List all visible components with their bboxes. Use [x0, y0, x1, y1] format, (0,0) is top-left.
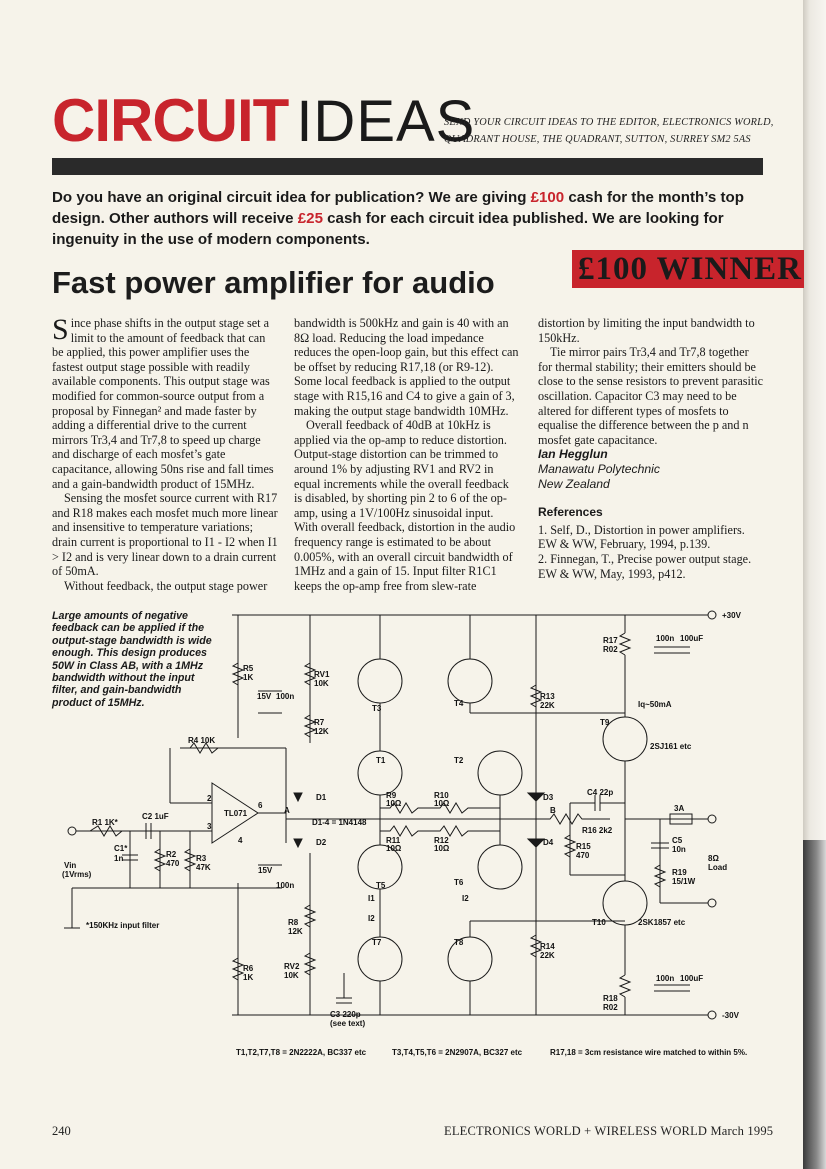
label-c100n-b: 100n — [276, 692, 295, 701]
pos-rail-terminal — [708, 611, 716, 619]
label-pin6: 6 — [258, 801, 263, 810]
label-r19: R19 — [672, 868, 687, 877]
d3-diode — [528, 793, 544, 801]
intro-text-1: Do you have an original circuit idea for publication? We are giving — [52, 189, 531, 206]
label-r17: R17 — [603, 636, 618, 645]
label-r2v: 470 — [166, 859, 180, 868]
author-affiliation-2: New Zealand — [538, 476, 610, 491]
label-c100n-c: 100n — [276, 881, 295, 890]
label-c1: C1* — [114, 844, 128, 853]
load-terminal — [708, 899, 716, 907]
reference-1: 1. Self, D., Distortion in power amplifiers. EW & WW, February, 1994, p.139. — [538, 522, 745, 552]
intro-prize-1: £100 — [530, 189, 565, 206]
label-t9type: 2SJ161 etc — [650, 742, 692, 751]
label-r4: R4 10K — [188, 736, 216, 745]
article-title: Fast power amplifier for audio — [52, 265, 495, 300]
label-i2b: I2 — [368, 914, 375, 923]
label-r16: R16 2k2 — [582, 826, 613, 835]
magazine-issue: ELECTRONICS WORLD + WIRELESS WORLD March 1995 — [444, 1124, 774, 1138]
label-r6: R6 — [243, 964, 254, 973]
label-pin4: 4 — [238, 836, 243, 845]
submission-address — [444, 114, 774, 148]
col3-paragraph-1: distortion by limiting the input bandwidth to 150kHz. — [538, 316, 755, 345]
label-i1: I1 — [368, 894, 375, 903]
label-c4: C4 22p — [587, 788, 614, 797]
label-pin2: 2 — [207, 794, 212, 803]
intro-text-2: cash for the month’s top design. Other authors will receive — [52, 189, 744, 227]
label-r02b: R02 — [603, 1003, 618, 1012]
label-rv1: RV1 — [314, 670, 330, 679]
label-r02a: R02 — [603, 645, 618, 654]
page-binding-shadow — [803, 840, 826, 1169]
drop-cap: S — [52, 313, 69, 346]
label-d14: D1-4 = 1N4148 — [312, 818, 367, 827]
label-r13v: 22K — [540, 701, 555, 710]
r17-resistor — [620, 633, 630, 655]
label-c3: C3 220p — [330, 1010, 361, 1019]
winner-badge: £100 WINNER — [572, 250, 804, 288]
author-name: Ian Hegglun — [538, 447, 608, 462]
label-t9: T9 — [600, 718, 610, 727]
intro-text-3: cash for each circuit idea published. We are looking for ingenuity in the use of modern components. — [52, 210, 724, 248]
d1-diode — [294, 793, 302, 801]
label-r15v: 470 — [576, 851, 590, 860]
col2-paragraph-2: Overall feedback of 40dB at 10kHz is applied via the op-amp to reduce distortion. Output-stage distortion can be trimmed to around 1% by adjusting RV1 and RV2 in equal increments while the overall feedback is disabled, by shorting pin 2 to 6 of the op-amp, using a 1V/100Hz sinusoidal input. With overall feedback, distortion in the audio frequency range is estimated to be about 0.005%, with an overall circuit bandwidth of 1MHz and a gain of 15. Input filter R1C1 keeps the op-amp free from slew-rate — [294, 418, 516, 593]
label-r11v: 10Ω — [386, 844, 402, 853]
label-filter: *150KHz input filter — [86, 921, 160, 930]
figure-caption: Large amounts of negative feedback can be applied if the output-stage bandwidth is wide enough. This design produces 50W in Class AB, with a 1MHz bandwidth without the input filter, and gain-bandwidth product of 15MHz. — [52, 610, 212, 709]
label-r18: R18 — [603, 994, 618, 1003]
label-c100uf-d: 100uF — [680, 974, 704, 983]
vin-terminal — [68, 827, 76, 835]
label-t2: T2 — [454, 756, 464, 765]
label-vin: Vin — [64, 861, 77, 870]
label-r8: R8 — [288, 918, 299, 927]
header-rule-bar — [52, 158, 763, 175]
label-r12v: 10Ω — [434, 844, 450, 853]
label-iq: Iq~50mA — [638, 700, 672, 709]
label-parts2: T3,T4,T5,T6 = 2N2907A, BC327 etc — [392, 1048, 523, 1057]
r18-resistor — [620, 975, 630, 997]
label-t8: T8 — [454, 938, 464, 947]
label-r10v: 10Ω — [434, 799, 450, 808]
t6-transistor — [478, 845, 522, 889]
label-c1v: 1n — [114, 854, 124, 863]
article-column-1 — [52, 313, 278, 593]
label-t5: T5 — [376, 881, 386, 890]
label-r9: R9 — [386, 791, 397, 800]
article-column-2 — [294, 316, 520, 593]
label-rv2: RV2 — [284, 962, 300, 971]
label-t1: T1 — [376, 756, 386, 765]
label-c100n-a: 100n — [656, 634, 675, 643]
label-r14: R14 — [540, 942, 555, 951]
col3-paragraph-2: Tie mirror pairs Tr3,4 and Tr7,8 together for thermal stability; their emitters should be close to the sense resistors to prevent parasitic oscillation. Capacitor C3 may need to be altered for different types of mosfets to equalise the difference between the p and n mosfet gate capacitance. — [538, 345, 764, 447]
label-r8v: 12K — [288, 927, 303, 936]
d2-diode — [294, 839, 302, 847]
label-node-a: A — [284, 806, 290, 815]
col1-paragraph-1 — [52, 313, 278, 491]
label-r1: R1 1K* — [92, 818, 118, 827]
t4-transistor — [448, 659, 492, 703]
label-tl071: TL071 — [224, 809, 248, 818]
t3-transistor — [358, 659, 402, 703]
submission-line-2: QUADRANT HOUSE, THE QUADRANT, SUTTON, SURREY SM2 5AS — [444, 134, 751, 145]
label-t10: T10 — [592, 918, 606, 927]
reference-2: 2. Finnegan, T., Precise power output stage. EW & WW, May, 1993, p412. — [538, 551, 752, 581]
label-parts3: R17,18 = 3cm resistance wire matched to within 5%. — [550, 1048, 748, 1057]
article-column-3 — [538, 316, 764, 581]
label-fuse: 3A — [674, 804, 685, 813]
t9-mosfet — [603, 717, 647, 761]
label-t4: T4 — [454, 699, 464, 708]
submission-line-1: SEND YOUR CIRCUIT IDEAS TO THE EDITOR, ELECTRONICS WORLD, — [444, 117, 774, 128]
label-c2: C2 1uF — [142, 812, 169, 821]
label-r7v: 12K — [314, 727, 329, 736]
r12-resistor — [430, 826, 500, 836]
label-r10: R10 — [434, 791, 449, 800]
label-z15b: 15V — [258, 866, 273, 875]
col1-paragraph-2: Sensing the mosfet source current with R17 and R18 makes each mosfet much more linear and insensitive to temperature variations; drain current is proportional to I1 - I2 when I1 > I2 and is very linear down to a drain current of 50mA. — [52, 491, 278, 579]
label-r12: R12 — [434, 836, 449, 845]
label-c100uf-a: 100uF — [680, 634, 704, 643]
label-rv1v: 10K — [314, 679, 329, 688]
r16-resistor — [536, 814, 610, 824]
intro-prize-2: £25 — [297, 210, 323, 227]
label-t10type: 2SK1857 etc — [638, 918, 686, 927]
references-heading: References — [538, 505, 603, 520]
output-terminal — [708, 815, 716, 823]
intro-paragraph — [52, 187, 764, 250]
label-r9v: 10Ω — [386, 799, 402, 808]
label-r19v: 15/1W — [672, 877, 696, 886]
author-affiliation-1: Manawatu Polytechnic — [538, 461, 660, 476]
label-t3: T3 — [372, 704, 382, 713]
label-d3: D3 — [543, 793, 554, 802]
author-block — [538, 447, 764, 491]
label-c3note: (see text) — [330, 1019, 366, 1028]
label-pos-rail: +30V — [722, 611, 741, 620]
label-t6: T6 — [454, 878, 464, 887]
label-r5v: 1K — [243, 673, 254, 682]
label-r6v: 1K — [243, 973, 254, 982]
label-r5: R5 — [243, 664, 254, 673]
label-r7: R7 — [314, 718, 325, 727]
label-r3: R3 — [196, 854, 207, 863]
t2-transistor — [478, 751, 522, 795]
label-loadw: Load — [708, 863, 728, 872]
label-r15: R15 — [576, 842, 591, 851]
label-i2: I2 — [462, 894, 469, 903]
label-node-b: B — [550, 806, 556, 815]
label-pin3: 3 — [207, 822, 212, 831]
page-number: 240 — [52, 1124, 71, 1138]
label-r14v: 22K — [540, 951, 555, 960]
label-z15a: 15V — [257, 692, 272, 701]
label-r11: R11 — [386, 836, 401, 845]
label-neg-rail: -30V — [722, 1011, 739, 1020]
col1-paragraph-3: Without feedback, the output stage power — [64, 578, 268, 593]
label-d4: D4 — [543, 838, 554, 847]
r11-resistor — [380, 826, 430, 836]
label-parts1: T1,T2,T7,T8 = 2N2222A, BC337 etc — [236, 1048, 367, 1057]
label-load: 8Ω — [708, 854, 719, 863]
label-t7: T7 — [372, 938, 382, 947]
label-r2: R2 — [166, 850, 177, 859]
section-title — [52, 86, 475, 157]
label-d1: D1 — [316, 793, 327, 802]
label-r3v: 47K — [196, 863, 211, 872]
section-title-circuit: CIRCUIT — [52, 87, 289, 154]
section-title-ideas: IDEAS — [296, 89, 476, 154]
neg-rail-terminal — [708, 1011, 716, 1019]
label-c5v: 10n — [672, 845, 686, 854]
label-c5: C5 — [672, 836, 683, 845]
d4-diode — [528, 839, 544, 847]
label-vinv: (1Vrms) — [62, 870, 92, 879]
label-rv2v: 10K — [284, 971, 299, 980]
col2-paragraph-1: bandwidth is 500kHz and gain is 40 with an 8Ω load. Reducing the load impedance reduces the open-loop gain, but this effect can be offset by reducing R17,18 (or R9-12). Some local feedback is applied to the output stage with R15,16 and C4 to give a gain of 3, making the output stage bandwidth 10MHz. — [294, 316, 519, 418]
label-d2: D2 — [316, 838, 327, 847]
label-c100n-d: 100n — [656, 974, 675, 983]
label-r13: R13 — [540, 692, 555, 701]
col1-p1-text: ince phase shifts in the output stage set a limit to the amount of feedback that can be applied, this power amplifier uses the fastest output stage possible with readily available components. This output stage was modified for common-source output from a proposal by Finnegan² and made faster by adding a differential drive to the current mirrors Tr3,4 and Tr7,8 to speed up charge and discharge of each mosfet’s gate capacitance, allowing 50ns rise and fall times and a gain-bandwidth product of 15MHz. — [52, 316, 274, 491]
